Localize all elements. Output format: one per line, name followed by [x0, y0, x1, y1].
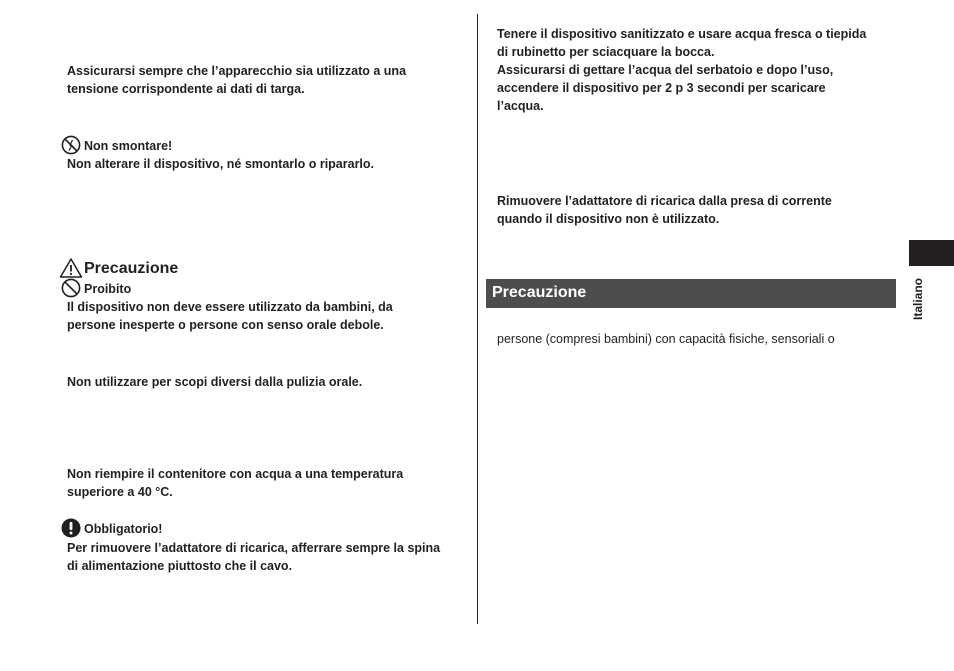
text-line: superiore a 40 °C. — [67, 485, 173, 499]
text-line: tensione corrispondente ai dati di targa. — [67, 82, 305, 96]
warning-triangle-icon — [59, 257, 83, 279]
text-line: Non riempire il contenitore con acqua a una temperatura — [67, 467, 404, 481]
text-line: Rimuovere l’adattatore di ricarica dalla presa di corrente — [497, 194, 832, 208]
prohibited-icon — [61, 278, 81, 298]
voltage-warning — [67, 62, 406, 98]
purpose-warning: Non utilizzare per scopi diversi dalla pulizia orale. — [67, 375, 363, 389]
mandatory-title: Obbligatorio! — [84, 522, 163, 536]
text-line: Tenere il dispositivo sanitizzato e usare acqua fresca o tiepida — [497, 27, 867, 41]
caution-banner-title: Precauzione — [492, 284, 587, 301]
text-line: di rubinetto per sciacquare la bocca. — [497, 45, 715, 59]
persons-note: persone (compresi bambini) con capacità fisiche, sensoriali o — [497, 332, 835, 346]
caution-heading: Precauzione — [84, 260, 179, 277]
text-line: quando il dispositivo non è utilizzato. — [497, 212, 720, 226]
text-line: accendere il dispositivo per 2 p 3 secondi per scaricare — [497, 81, 826, 95]
text-line: persone inesperte o persone con senso orale debole. — [67, 318, 384, 332]
text-line: di alimentazione piuttosto che il cavo. — [67, 559, 293, 573]
column-divider — [477, 14, 478, 624]
prohibited-title: Proibito — [84, 282, 132, 296]
language-label: Italiano — [911, 277, 925, 320]
unplug-instruction — [497, 192, 832, 228]
language-side-label — [907, 268, 931, 322]
sanitize-instruction — [497, 25, 866, 115]
caution-banner — [486, 279, 896, 308]
no-disassemble-title: Non smontare! — [84, 139, 173, 153]
no-disassemble-icon — [61, 135, 81, 155]
water-temperature-warning — [67, 465, 403, 501]
text-line: Per rimuovere l’adattatore di ricarica, afferrare sempre la spina — [67, 541, 441, 555]
text-line: Assicurarsi sempre che l’apparecchio sia utilizzato a una — [67, 64, 407, 78]
no-disassemble-text: Non alterare il dispositivo, né smontarlo o ripararlo. — [67, 157, 375, 171]
text-line: Il dispositivo non deve essere utilizzato da bambini, da — [67, 300, 393, 314]
text-line: Assicurarsi di gettare l’acqua del serbatoio e dopo l’uso, — [497, 63, 834, 77]
mandatory-exclamation-icon — [61, 518, 81, 538]
language-tab-marker — [909, 240, 954, 266]
children-warning — [67, 298, 393, 334]
text-line: l’acqua. — [497, 99, 544, 113]
plug-instruction — [67, 539, 440, 575]
